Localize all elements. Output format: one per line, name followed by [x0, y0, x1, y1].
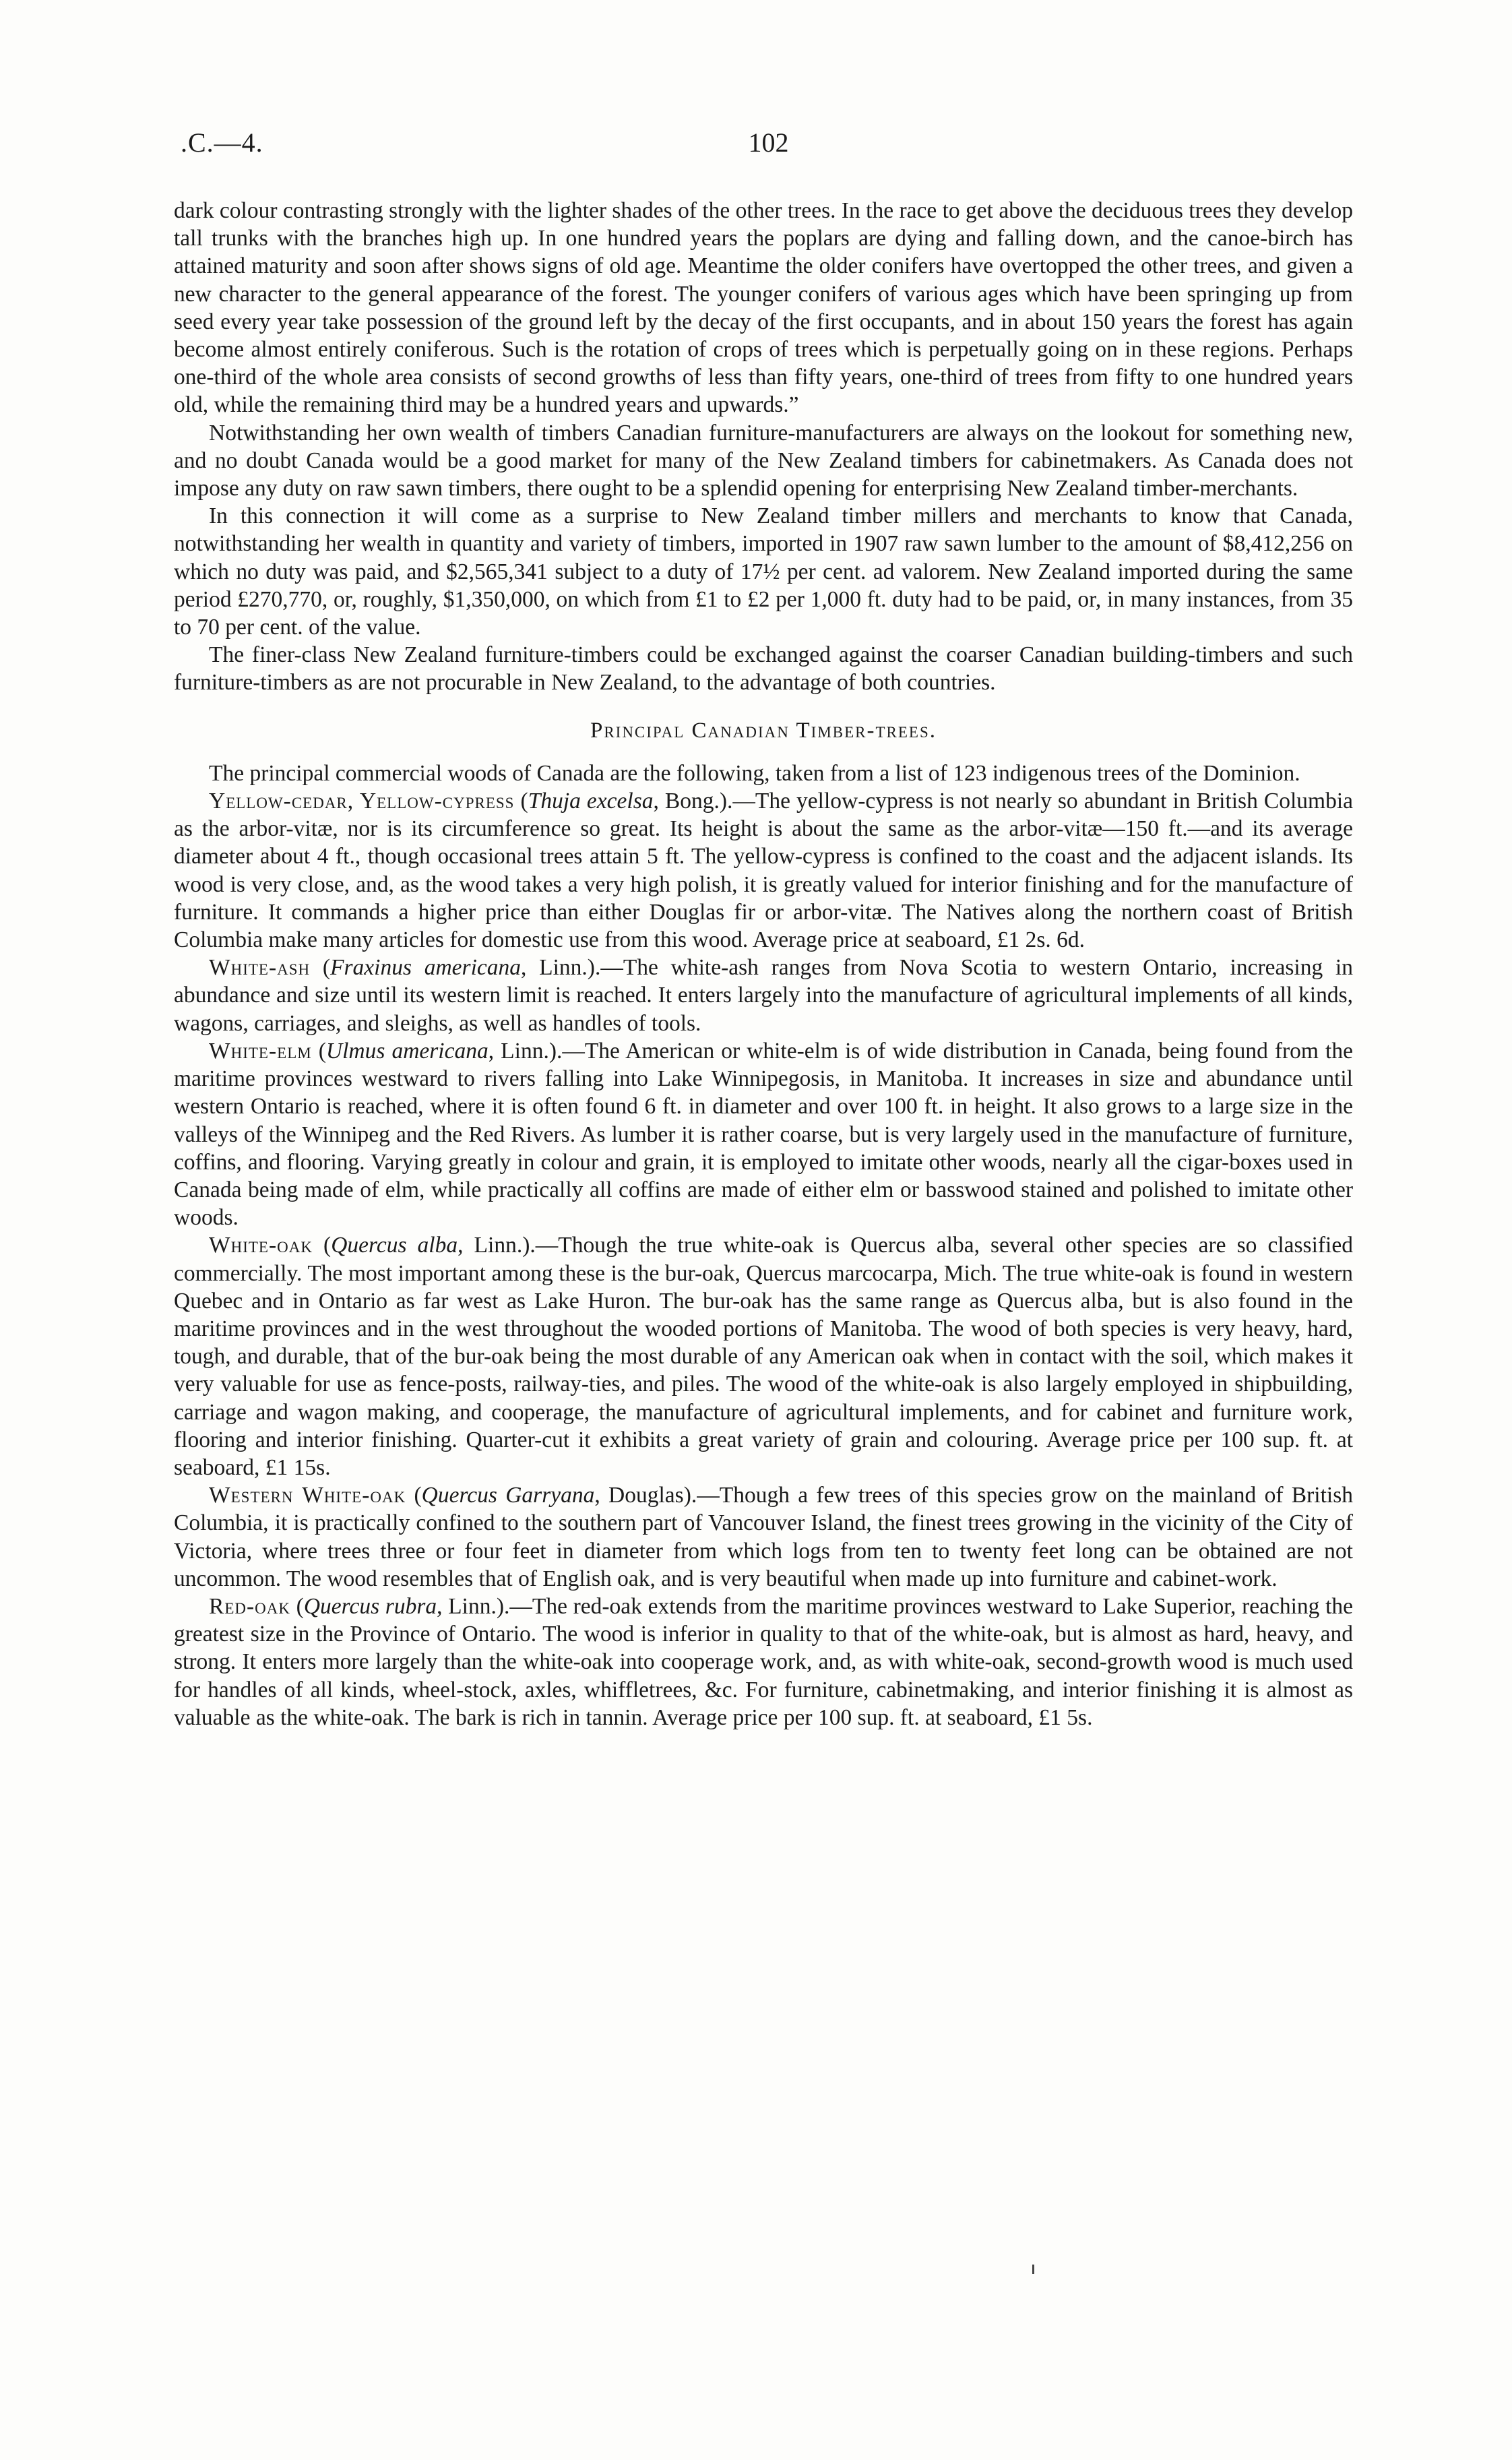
section-heading: Principal Canadian Timber-trees.	[590, 718, 937, 743]
timber-authority: , Douglas).	[594, 1483, 697, 1508]
body-paragraph: Notwithstanding her own wealth of timbers Canadian furniture-manufacturers are always on the lookout for something new, and no doubt Canada would be a good market for many of the New Zealand timbers for cabinetmakers. As Canada does not impose any duty on raw sawn timbers, there ought to be a splendid opening for enterprising New Zealand timber-merchants.	[174, 420, 1353, 501]
page-number: 102	[748, 127, 789, 158]
timber-entry: Western White-oak (Quercus Garryana, Douglas).—Though a few trees of this species grow on the mainland of British Columbia, it is practically confined to the southern part of Vancouver Island, the finest trees growing in the vicinity of the City of Victoria, where trees three or four feet in diameter from which logs from ten to twenty feet long can be obtained are not uncommon. The wood resembles that of English oak, and is very beautiful when made up into furniture and cabinet-work.	[174, 1483, 1353, 1591]
timber-description: —The yellow-cypress is not nearly so abundant in British Columbia as the arbor-vitæ, nor is its circumference so great. Its height is about the same as the arbor-vitæ—150 ft.—and its average diameter about 4 ft., though occasional trees attain 5 ft. The yellow-cypress is confined to the coast and the adjacent islands. Its wood is very close, and, as the wood takes a very high polish, it is greatly valued for interior finishing and for the manufacture of furniture. It commands a higher price than either Douglas fir or arbor-vitæ. The Natives along the northern coast of British Columbia make many articles for domestic use from this wood. Average price at seaboard, £1 2s. 6d.	[174, 789, 1354, 953]
timber-name: Red-oak	[209, 1593, 290, 1619]
body-paragraph: In this connection it will come as a surprise to New Zealand timber millers and merchants to know that Canada, notwithstanding her wealth in quantity and variety of timbers, imported in 1907 raw sawn lumber to the amount of $8,412,256 on which no duty was paid, and $2,565,341 subject to a duty of 17½ per cent. ad valorem. New Zealand imported during the same period £270,770, or, roughly, $1,350,000, on which from £1 to £2 per 1,000 ft. duty had to be paid, or, in many instances, from 35 to 70 per cent. of the value.	[174, 503, 1353, 640]
body-paragraph: dark colour contrasting strongly with the lighter shades of the other trees. In the race to get above the deciduous trees they develop tall trunks with the branches high up. In one hundred years the poplars are dying and falling down, and the canoe-birch has attained maturity and soon after shows signs of old age. Meantime the older conifers have overtopped the other trees, and given a new character to the general appearance of the forest. The younger conifers of various ages which have been springing up from seed every year take possession of the ground left by the decay of the first occupants, and in about 150 years the forest has again become almost entirely coniferous. Such is the rotation of crops of trees which is perpetually going on in these regions. Perhaps one-third of the whole area consists of second growths of less than fifty years, one-third of trees from fifty to one hundred years old, while the remaining third may be a hundred years and upwards.”	[174, 198, 1353, 418]
page-body	[174, 197, 1353, 1731]
timber-description: —The American or white-elm is of wide distribution in Canada, being found from the maritime provinces westward to rivers falling into Lake Winnipegosis, in Manitoba. It increases in size and abundance until western Ontario is reached, where it is often found 6 ft. in diameter and over 100 ft. in height. It also grows to a large size in the valleys of the Winnipeg and the Red Rivers. As lumber it is rather coarse, but is very largely used in the manufacture of furniture, coffins, and flooring. Varying greatly in colour and grain, it is employed to imitate other woods, nearly all the cigar-boxes used in Canada being made of elm, while practically all coffins are made of either elm or basswood stained and polished to imitate other woods.	[174, 1038, 1353, 1231]
timber-authority: , Linn.).	[488, 1038, 563, 1064]
timber-entry: White-oak (Quercus alba, Linn.).—Though the true white-oak is Quercus alba, several other species are so classified commercially. The most important among these is the bur-oak, Quercus marcocarpa, Mich. The true white-oak is found in western Quebec and in Ontario as far west as Lake Huron. The bur-oak has the same range as Quercus alba, but is also found in the maritime provinces and in the west throughout the wooded portions of Manitoba. The wood of both species is very heavy, hard, tough, and durable, that of the bur-oak being the most durable of any American oak when in contact with the soil, which makes it very valuable for use as fence-posts, railway-ties, and piles. The wood of the white-oak is also largely employed in shipbuilding, carriage and wagon making, and cooperage, the manufacture of agricultural implements, and for cabinet and furniture work, flooring and interior finishing. Quarter-cut it exhibits a great variety of grain and colouring. Average price per 100 sup. ft. at seaboard, £1 15s.	[174, 1233, 1353, 1480]
timber-entry: White-elm (Ulmus americana, Linn.).—The American or white-elm is of wide distribution in Canada, being found from the maritime provinces westward to rivers falling into Lake Winnipegosis, in Manitoba. It increases in size and abundance until western Ontario is reached, where it is often found 6 ft. in diameter and over 100 ft. in height. It also grows to a large size in the valleys of the Winnipeg and the Red Rivers. As lumber it is rather coarse, but is very largely used in the manufacture of furniture, coffins, and flooring. Varying greatly in colour and grain, it is employed to imitate other woods, nearly all the cigar-boxes used in Canada being made of elm, while practically all coffins are made of either elm or basswood stained and polished to imitate other woods.	[174, 1038, 1353, 1231]
timber-entry: White-ash (Fraxinus americana, Linn.).—The white-ash ranges from Nova Scotia to western Ontario, increasing in abundance and size until its western limit is reached. It enters largely into the manufacture of agricultural implements of all kinds, wagons, carriages, and sleighs, as well as handles of tools.	[174, 955, 1353, 1036]
timber-authority: , Linn.).	[521, 955, 601, 981]
timber-description: —The red-oak extends from the maritime provinces westward to Lake Superior, reaching the greatest size in the Province of Ontario. The wood is inferior in quality to that of the white-oak, but is almost as hard, heavy, and strong. It enters more largely than the white-oak into cooperage work, and, as with white-oak, second-growth wood is much used for handles of all kinds, wheel-stock, axles, whiffletrees, &c. For furniture, cabinetmaking, and interior finishing it is almost as valuable as the white-oak. The bark is rich in tannin. Average price per 100 sup. ft. at seaboard, £1 5s.	[174, 1593, 1353, 1730]
timber-name: Yellow-cedar, Yellow-cypress	[209, 789, 515, 814]
timber-authority: , Linn.).	[437, 1593, 510, 1619]
timber-authority: , Linn.).	[458, 1233, 536, 1258]
timber-description: —The white-ash ranges from Nova Scotia to western Ontario, increasing in abundance and size until its western limit is reached. It enters largely into the manufacture of agricultural implements of all kinds, wagons, carriages, and sleighs, as well as handles of tools.	[174, 955, 1353, 1036]
timber-name: Western White-oak	[209, 1483, 406, 1508]
section-intro-paragraph: The principal commercial woods of Canada are the following, taken from a list of 123 indigenous trees of the Dominion.	[209, 760, 1300, 786]
printer-mark	[1032, 2265, 1034, 2274]
timber-description: —Though the true white-oak is Quercus alba, several other species are so classified commercially. The most important among these is the bur-oak, Quercus marcocarpa, Mich. The true white-oak is found in western Quebec and in Ontario as far west as Lake Huron. The bur-oak has the same range as Quercus alba, but is also found in the maritime provinces and in the west throughout the wooded portions of Manitoba. The wood of both species is very heavy, hard, tough, and durable, that of the bur-oak being the most durable of any American oak when in contact with the soil, which makes it very valuable for use as fence-posts, railway-ties, and piles. The wood of the white-oak is also largely employed in shipbuilding, carriage and wagon making, and cooperage, the manufacture of agricultural implements, and for cabinet and furniture work, flooring and interior finishing. Quarter-cut it exhibits a great variety of grain and colouring. Average price per 100 sup. ft. at seaboard, £1 15s.	[174, 1233, 1353, 1480]
timber-latin-name: Quercus rubra	[303, 1593, 437, 1619]
timber-entry: Yellow-cedar, Yellow-cypress (Thuja excelsa, Bong.).—The yellow-cypress is not nearly so abundant in British Columbia as the arbor-vitæ, nor is its circumference so great. Its height is about the same as the arbor-vitæ—150 ft.—and its average diameter about 4 ft., though occasional trees attain 5 ft. The yellow-cypress is confined to the coast and the adjacent islands. Its wood is very close, and, as the wood takes a very high polish, it is greatly valued for interior finishing and for the manufacture of furniture. It commands a higher price than either Douglas fir or arbor-vitæ. The Natives along the northern coast of British Columbia make many articles for domestic use from this wood. Average price at seaboard, £1 2s. 6d.	[174, 789, 1354, 953]
timber-latin-name: Ulmus americana	[325, 1038, 489, 1064]
body-paragraph: The finer-class New Zealand furniture-timbers could be exchanged against the coarser Canadian building-timbers and such furniture-timbers as are not procurable in New Zealand, to the advantage of both countries.	[174, 642, 1353, 696]
timber-name: White-elm	[209, 1038, 312, 1064]
timber-latin-name: Thuja excelsa	[528, 789, 654, 814]
timber-latin-name: Quercus alba	[331, 1233, 458, 1258]
timber-authority: , Bong.).	[653, 789, 733, 814]
timber-name: White-oak	[209, 1233, 313, 1258]
timber-entry: Red-oak (Quercus rubra, Linn.).—The red-oak extends from the maritime provinces westward to Lake Superior, reaching the greatest size in the Province of Ontario. The wood is inferior in quality to that of the white-oak, but is almost as hard, heavy, and strong. It enters more largely than the white-oak into cooperage work, and, as with white-oak, second-growth wood is much used for handles of all kinds, wheel-stock, axles, whiffletrees, &c. For furniture, cabinetmaking, and interior finishing it is almost as valuable as the white-oak. The bark is rich in tannin. Average price per 100 sup. ft. at seaboard, £1 5s.	[174, 1593, 1353, 1730]
timber-description: —Though a few trees of this species grow on the mainland of British Columbia, it is practically confined to the southern part of Vancouver Island, the finest trees growing in the vicinity of the City of Victoria, where trees three or four feet in diameter from which logs from ten to twenty feet long can be obtained are not uncommon. The wood resembles that of English oak, and is very beautiful when made up into furniture and cabinet-work.	[174, 1483, 1353, 1591]
timber-name: White-ash	[209, 955, 311, 981]
document-reference: .C.—4.	[181, 127, 263, 158]
timber-latin-name: Fraxinus americana	[330, 955, 522, 981]
timber-latin-name: Quercus Garryana	[421, 1483, 595, 1508]
page-header	[181, 127, 1356, 167]
